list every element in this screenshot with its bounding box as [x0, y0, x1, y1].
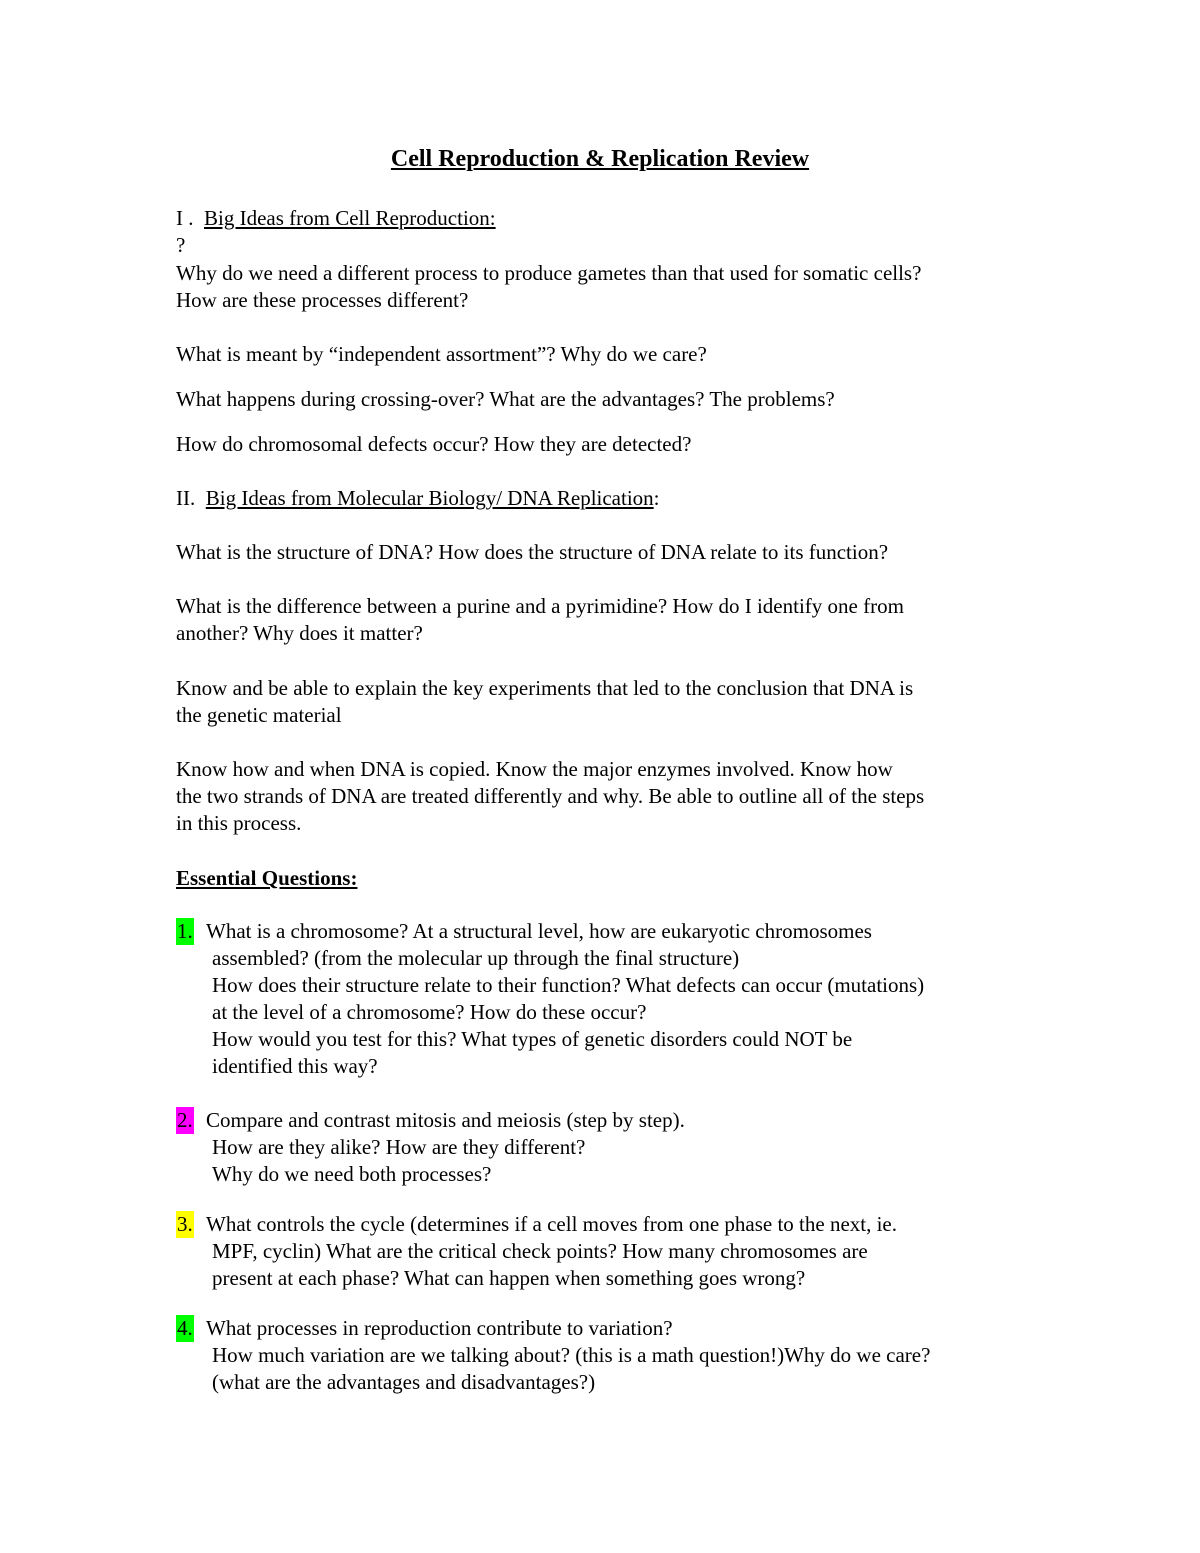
question-line: identified this way?: [212, 1054, 378, 1078]
question-line: Compare and contrast mitosis and meiosis (step by step).: [206, 1108, 685, 1132]
section1-prefix: I .: [176, 206, 194, 230]
question-4: [176, 1315, 1036, 1396]
question-line: How are they alike? How are they different?: [212, 1135, 586, 1159]
question-line: How would you test for this? What types of genetic disorders could NOT be: [212, 1027, 853, 1051]
question-line: What processes in reproduction contribute to variation?: [206, 1316, 673, 1340]
question-line: How much variation are we talking about? (this is a math question!)Why do we care?: [212, 1343, 931, 1367]
section2-p2-line2: another? Why does it matter?: [176, 621, 423, 645]
section2-p4-line3: in this process.: [176, 811, 302, 835]
question-line: at the level of a chromosome? How do these occur?: [212, 1000, 647, 1024]
question-number: 3.: [177, 1212, 193, 1236]
question-line: assembled? (from the molecular up through the final structure): [212, 946, 740, 970]
essential-questions-heading: Essential Questions:: [176, 866, 358, 890]
question-line: What controls the cycle (determines if a cell moves from one phase to the next, ie.: [206, 1212, 898, 1236]
section2-p1: What is the structure of DNA? How does the structure of DNA relate to its function?: [176, 540, 889, 564]
question-2: [176, 1107, 1036, 1188]
question-number: 2.: [177, 1108, 193, 1132]
question-line: present at each phase? What can happen when something goes wrong?: [212, 1266, 806, 1290]
section2-heading-text: Big Ideas from Molecular Biology/ DNA Replication: [205, 486, 654, 510]
question-line: (what are the advantages and disadvantages?): [212, 1370, 596, 1394]
question-number: 1.: [177, 919, 193, 943]
question-number: 4.: [177, 1316, 193, 1340]
section2-p3-line2: the genetic material: [176, 703, 342, 727]
section2-p3-line1: Know and be able to explain the key experiments that led to the conclusion that DNA is: [176, 676, 914, 700]
question-3: [176, 1211, 1036, 1292]
section1-heading-text: Big Ideas from Cell Reproduction:: [204, 206, 496, 230]
section2-heading-suffix: :: [653, 486, 660, 510]
question-line: Why do we need both processes?: [212, 1162, 492, 1186]
section2-prefix: II.: [176, 486, 196, 510]
section2-p2-line1: What is the difference between a purine and a pyrimidine? How do I identify one from: [176, 594, 904, 618]
section1-p3: What happens during crossing-over? What are the advantages? The problems?: [176, 387, 835, 411]
section1-p1-line1: Why do we need a different process to produce gametes than that used for somatic cells?: [176, 261, 922, 285]
question-line: How does their structure relate to their function? What defects can occur (mutations): [212, 973, 925, 997]
page-title: Cell Reproduction & Replication Review: [390, 146, 810, 172]
question-line: What is a chromosome? At a structural level, how are eukaryotic chromosomes: [206, 919, 872, 943]
section1-p4: How do chromosomal defects occur? How they are detected?: [176, 432, 692, 456]
section1-heading: [176, 205, 1036, 232]
question-1: [176, 918, 1036, 1080]
section1-p2: What is meant by “independent assortment”? Why do we care?: [176, 342, 707, 366]
section1-mark: ?: [176, 233, 186, 257]
section2-p4-line2: the two strands of DNA are treated differently and why. Be able to outline all of the steps: [176, 784, 925, 808]
section1-p1-line2: How are these processes different?: [176, 288, 469, 312]
section2-p4-line1: Know how and when DNA is copied. Know the major enzymes involved. Know how: [176, 757, 893, 781]
question-line: MPF, cyclin) What are the critical check points? How many chromosomes are: [212, 1239, 868, 1263]
section2-heading: [176, 485, 1036, 512]
